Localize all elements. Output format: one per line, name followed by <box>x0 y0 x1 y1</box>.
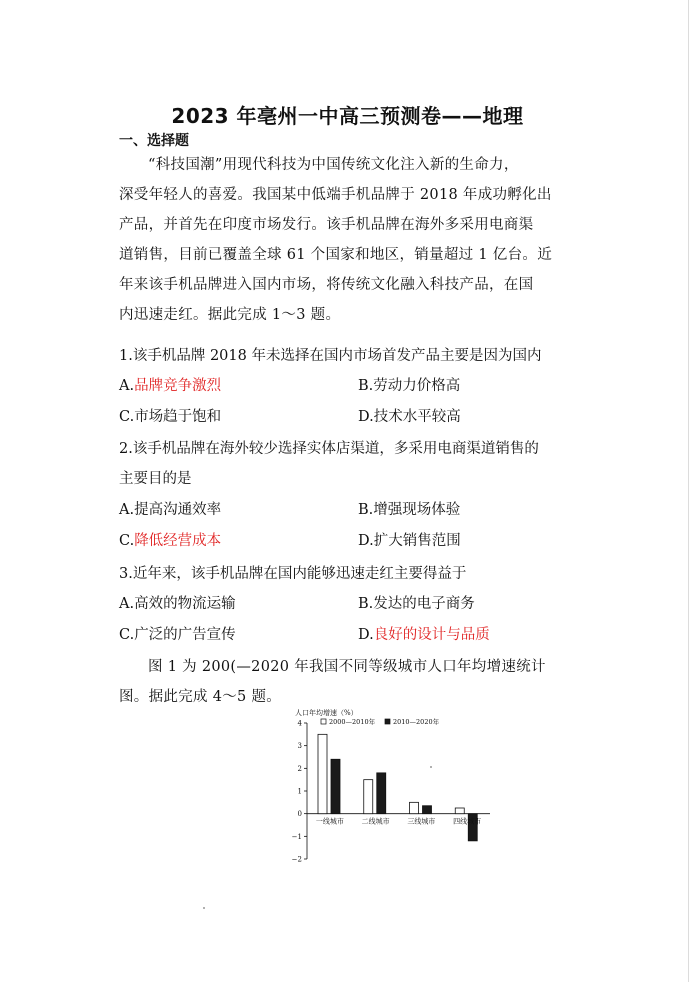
chart-category-label: 一线城市 <box>315 817 344 826</box>
chart-legend-swatch <box>385 719 390 724</box>
q3-option-d-prefix: D. <box>358 627 374 643</box>
chart-bar <box>364 780 373 814</box>
chart-category-label: 四线城市 <box>453 817 482 826</box>
page-edge-line <box>688 0 689 982</box>
q3-option-a-text: 高效的物流运输 <box>134 596 236 612</box>
chart-ylabel: 人口年均增速（%） <box>295 709 358 717</box>
q1-option-d[interactable] <box>358 407 461 427</box>
chart-category-label: 三线城市 <box>407 817 436 826</box>
question-2-stem-line-2: 主要目的是 <box>119 471 192 487</box>
chart-y-tick-label: 4 <box>297 719 302 728</box>
q1-option-d-text: 技术水平较高 <box>373 409 461 425</box>
q2-option-c[interactable] <box>119 531 221 551</box>
q2-option-b-text: 增强现场体验 <box>373 502 461 518</box>
stray-dot <box>203 907 205 909</box>
q3-option-d-text: 良好的设计与品质 <box>373 627 490 643</box>
q1-option-b-text: 劳动力价格高 <box>373 378 461 394</box>
chart-y-tick-label: 2 <box>297 764 302 773</box>
q3-option-c[interactable] <box>119 625 236 645</box>
q2-option-d[interactable] <box>358 531 461 551</box>
chart-legend <box>321 717 440 726</box>
stray-dot <box>430 766 432 768</box>
q2-option-c-text: 降低经营成本 <box>134 533 222 549</box>
passage-1-line-3: 产品，并首先在印度市场发行。该手机品牌在海外多采用电商渠 <box>119 217 534 233</box>
passage-1-line-2: 深受年轻人的喜爱。我国某中低端手机品牌于 2018 年成功孵化出 <box>119 187 552 203</box>
question-2-stem-line-1: 2.该手机品牌在海外较少选择实体店渠道，多采用电商渠道销售的 <box>119 441 539 457</box>
q2-option-a-text: 提高沟通效率 <box>134 502 222 518</box>
chart-bar <box>318 734 327 813</box>
q3-option-b-text: 发达的电子商务 <box>373 596 475 612</box>
q3-option-b[interactable] <box>358 594 475 614</box>
section-heading: 一、选择题 <box>119 133 189 149</box>
question-1-stem: 1.该手机品牌 2018 年未选择在国内市场首发产品主要是因为国内 <box>119 348 542 364</box>
q3-option-a[interactable] <box>119 594 236 614</box>
passage-1-line-5: 年来该手机品牌进入国内市场，将传统文化融入科技产品，在国 <box>119 277 534 293</box>
chart-labels <box>316 817 481 826</box>
chart-y-tick-label: 3 <box>297 742 302 751</box>
chart-y-tick-label: 1 <box>297 787 302 796</box>
chart-category-label: 二线城市 <box>361 817 390 826</box>
population-growth-chart <box>285 703 500 868</box>
passage-1-line-1: “科技国潮”用现代科技为中国传统文化注入新的生命力， <box>148 157 519 173</box>
chart-y-tick-label: −2 <box>291 855 302 864</box>
passage-1-line-4: 道销售，目前已覆盖全球 61 个国家和地区，销量超过 1 亿台。近 <box>119 247 553 263</box>
chart-y-tick-label: −1 <box>291 832 302 841</box>
q2-option-d-prefix: D. <box>358 533 374 549</box>
q1-option-d-prefix: D. <box>358 409 374 425</box>
q1-option-c[interactable] <box>119 407 221 427</box>
q1-option-a[interactable] <box>119 376 221 396</box>
q3-option-b-prefix: B. <box>358 596 374 612</box>
q2-option-a-prefix: A. <box>119 502 135 518</box>
q1-option-c-prefix: C. <box>119 409 135 425</box>
passage-2-line-2: 图。据此完成 4～5 题。 <box>119 689 282 705</box>
chart-bar <box>331 759 340 813</box>
q1-option-a-prefix: A. <box>119 378 135 394</box>
question-2-stem <box>119 434 579 494</box>
question-3-stem: 3.近年来，该手机品牌在国内能够迅速走红主要得益于 <box>119 566 467 582</box>
q3-option-c-text: 广泛的广告宣传 <box>134 627 236 643</box>
q1-option-c-text: 市场趋于饱和 <box>134 409 222 425</box>
q1-option-b-prefix: B. <box>358 378 374 394</box>
q2-option-c-prefix: C. <box>119 533 135 549</box>
q1-option-b[interactable] <box>358 376 460 396</box>
q2-option-b-prefix: B. <box>358 502 374 518</box>
q1-option-a-text: 品牌竞争激烈 <box>134 378 222 394</box>
q3-option-c-prefix: C. <box>119 627 135 643</box>
chart-y-tick-label: 0 <box>297 810 302 819</box>
q3-option-d[interactable] <box>358 625 490 645</box>
chart-bar <box>423 806 432 814</box>
page-title: 2023 年亳州一中高三预测卷——地理 <box>171 104 524 128</box>
chart-legend-label: 2010—2020年 <box>393 718 440 726</box>
q2-option-d-text: 扩大销售范围 <box>373 533 461 549</box>
passage-1-line-6: 内迅速走红。据此完成 1～3 题。 <box>119 307 341 323</box>
chart-legend-label: 2000—2010年 <box>329 718 376 726</box>
chart-legend-swatch <box>321 719 326 724</box>
q2-option-b[interactable] <box>358 500 460 520</box>
q2-option-a[interactable] <box>119 500 221 520</box>
passage-2-line-1: 图 1 为 200(—2020 年我国不同等级城市人口年均增速统计 <box>148 659 546 675</box>
chart-bar <box>377 773 386 814</box>
passage-1 <box>119 150 579 330</box>
chart-bar <box>455 808 464 814</box>
q3-option-a-prefix: A. <box>119 596 135 612</box>
chart-bar <box>410 802 419 813</box>
